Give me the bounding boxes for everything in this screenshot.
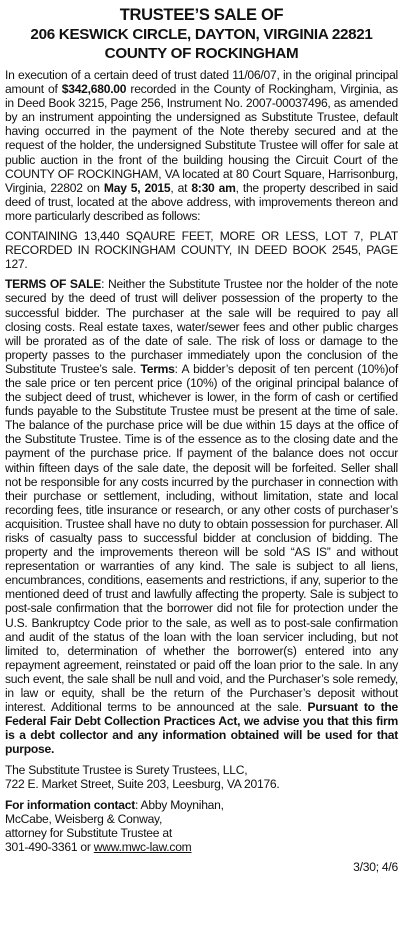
intro-paragraph (5, 68, 398, 223)
terms-paragraph (5, 277, 398, 756)
trustee-line-2: 722 E. Market Street, Suite 203, Leesburg, VA 20176. (5, 776, 280, 791)
intro-text: recorded in the County of Rockingham, Virginia, as in Deed Book 3215, Page 256, Instrument No. 2007-00037496, as amended by an instrument appointing the undersigned as Substitute Trustee, default having occurred in the payment of the Note thereby secured and at the request of the holder, the undersigned Substitute Trustee will offer for sale at public auction in the front of the building housing the Circuit Court of the COUNTY OF ROCKINGHAM, VA located at 80 Court Square, Harrisonburg, Virginia, 22802 on (5, 82, 398, 195)
trustee-line-1: The Substitute Trustee is Surety Trustees, LLC, (5, 762, 248, 777)
contact-name: : Abby Moynihan, (134, 797, 224, 812)
contact-info (5, 798, 398, 854)
contact-firm: McCabe, Weisberg & Conway, (5, 811, 163, 826)
website-link[interactable]: www.mwc-law.com (93, 839, 192, 854)
fdcpa-notice: Pursuant to the Federal Fair Debt Collection Practices Act, we advise you that this firm is a debt collector and any information obtained will be used for that purpose. (5, 700, 398, 757)
contact-phone-line (5, 840, 398, 854)
title-line-2: 206 KESWICK CIRCLE, DAYTON, VIRGINIA 22821 (30, 26, 373, 43)
contact-phone: 301-490-3361 or (5, 839, 94, 854)
contact-role: attorney for Substitute Trustee at (5, 825, 172, 840)
principal-amount: $342,680.00 (61, 82, 127, 97)
terms-of-sale-label: TERMS OF SALE (5, 277, 102, 292)
contact-label: For information contact (5, 797, 135, 812)
sale-date: May 5, 2015 (103, 180, 171, 195)
publication-dates: 3/30; 4/6 (353, 860, 398, 875)
notice-title (5, 6, 398, 63)
contact-line-1 (5, 798, 398, 812)
legal-description: CONTAINING 13,440 SQAURE FEET, MORE OR LESS, LOT 7, PLAT RECORDED IN ROCKINGHAM COUNTY, IN DEED BOOK 2545, PAGE 127. (5, 229, 398, 272)
title-line-3: COUNTY OF ROCKINGHAM (104, 45, 299, 62)
title-line-1: TRUSTEE’S SALE OF (119, 6, 284, 24)
sale-time: 8:30 am (191, 180, 236, 195)
trustee-info (5, 763, 398, 791)
terms-text: : A bidder’s deposit of ten percent (10%)of the sale price or ten percent price (10%) of the original principal balance of the subject deed of trust, whichever is lower, in the form of cash or certified funds payable to the Substitute Trustee must be present at the time of sale. The balance of the purchase price will be due within 15 days at the office of the Substitute Trustee. Time is of the essence as to the closing date and the payment of the purchase price. If payment of the balance does not occur within fifteen days of the sale date, the deposit will be forfeited. Seller shall not be responsible for any costs incurred by the purchaser in connection with their purchase or settlement, including, without limitation, state and local recording fees, title insurance or research, or any other costs of purchaser’s acquisition. Trustee shall have no duty to obtain possession for purchaser. All risks of casualty pass to successful bidder at conclusion of bidding. The property and the improvements thereon will be sold “AS IS” and without representation or warranties of any kind. The sale is subject to all liens, encumbrances, conditions, easements and restrictions, if any, superior to the mentioned deed of trust and lawfully affecting the property. Sale is subject to post-sale confirmation that the borrower did not file for protection under the U.S. Bankruptcy Code prior to the sale, as well as to post-sale confirmation and audit of the status of the loan with the loan servicer including, but not limited to, determination of whether the borrower(s) entered into any repayment agreement, reinstated or paid off the loan prior to the sale. In any such event, the sale shall be null and void, and the Purchaser’s sole remedy, in law or equity, shall be the return of the Purchaser’s deposit without interest. Additional terms to be announced at the sale. (5, 361, 398, 715)
terms-text: : Neither the Substitute Trustee nor the holder of the note secured by the deed of trust will deliver possession of the property to the successful bidder. The purchaser at the sale will be required to pay all closing costs. Real estate taxes, water/sewer fees and other public charges will be prorated as of the date of sale. The risk of loss or damage to the property passes to the purchaser immediately upon the conclusion of the Substitute Trustee’s sale. (5, 277, 398, 376)
intro-text: In execution of a certain deed of trust dated 11/06/07, in the original principal amount of (5, 68, 398, 97)
intro-text: , at (170, 180, 192, 195)
terms-label: Terms (140, 361, 175, 376)
intro-text: , the property described in said deed of trust, located at the above address, with improvements thereon and more particularly described as follows: (5, 180, 398, 223)
